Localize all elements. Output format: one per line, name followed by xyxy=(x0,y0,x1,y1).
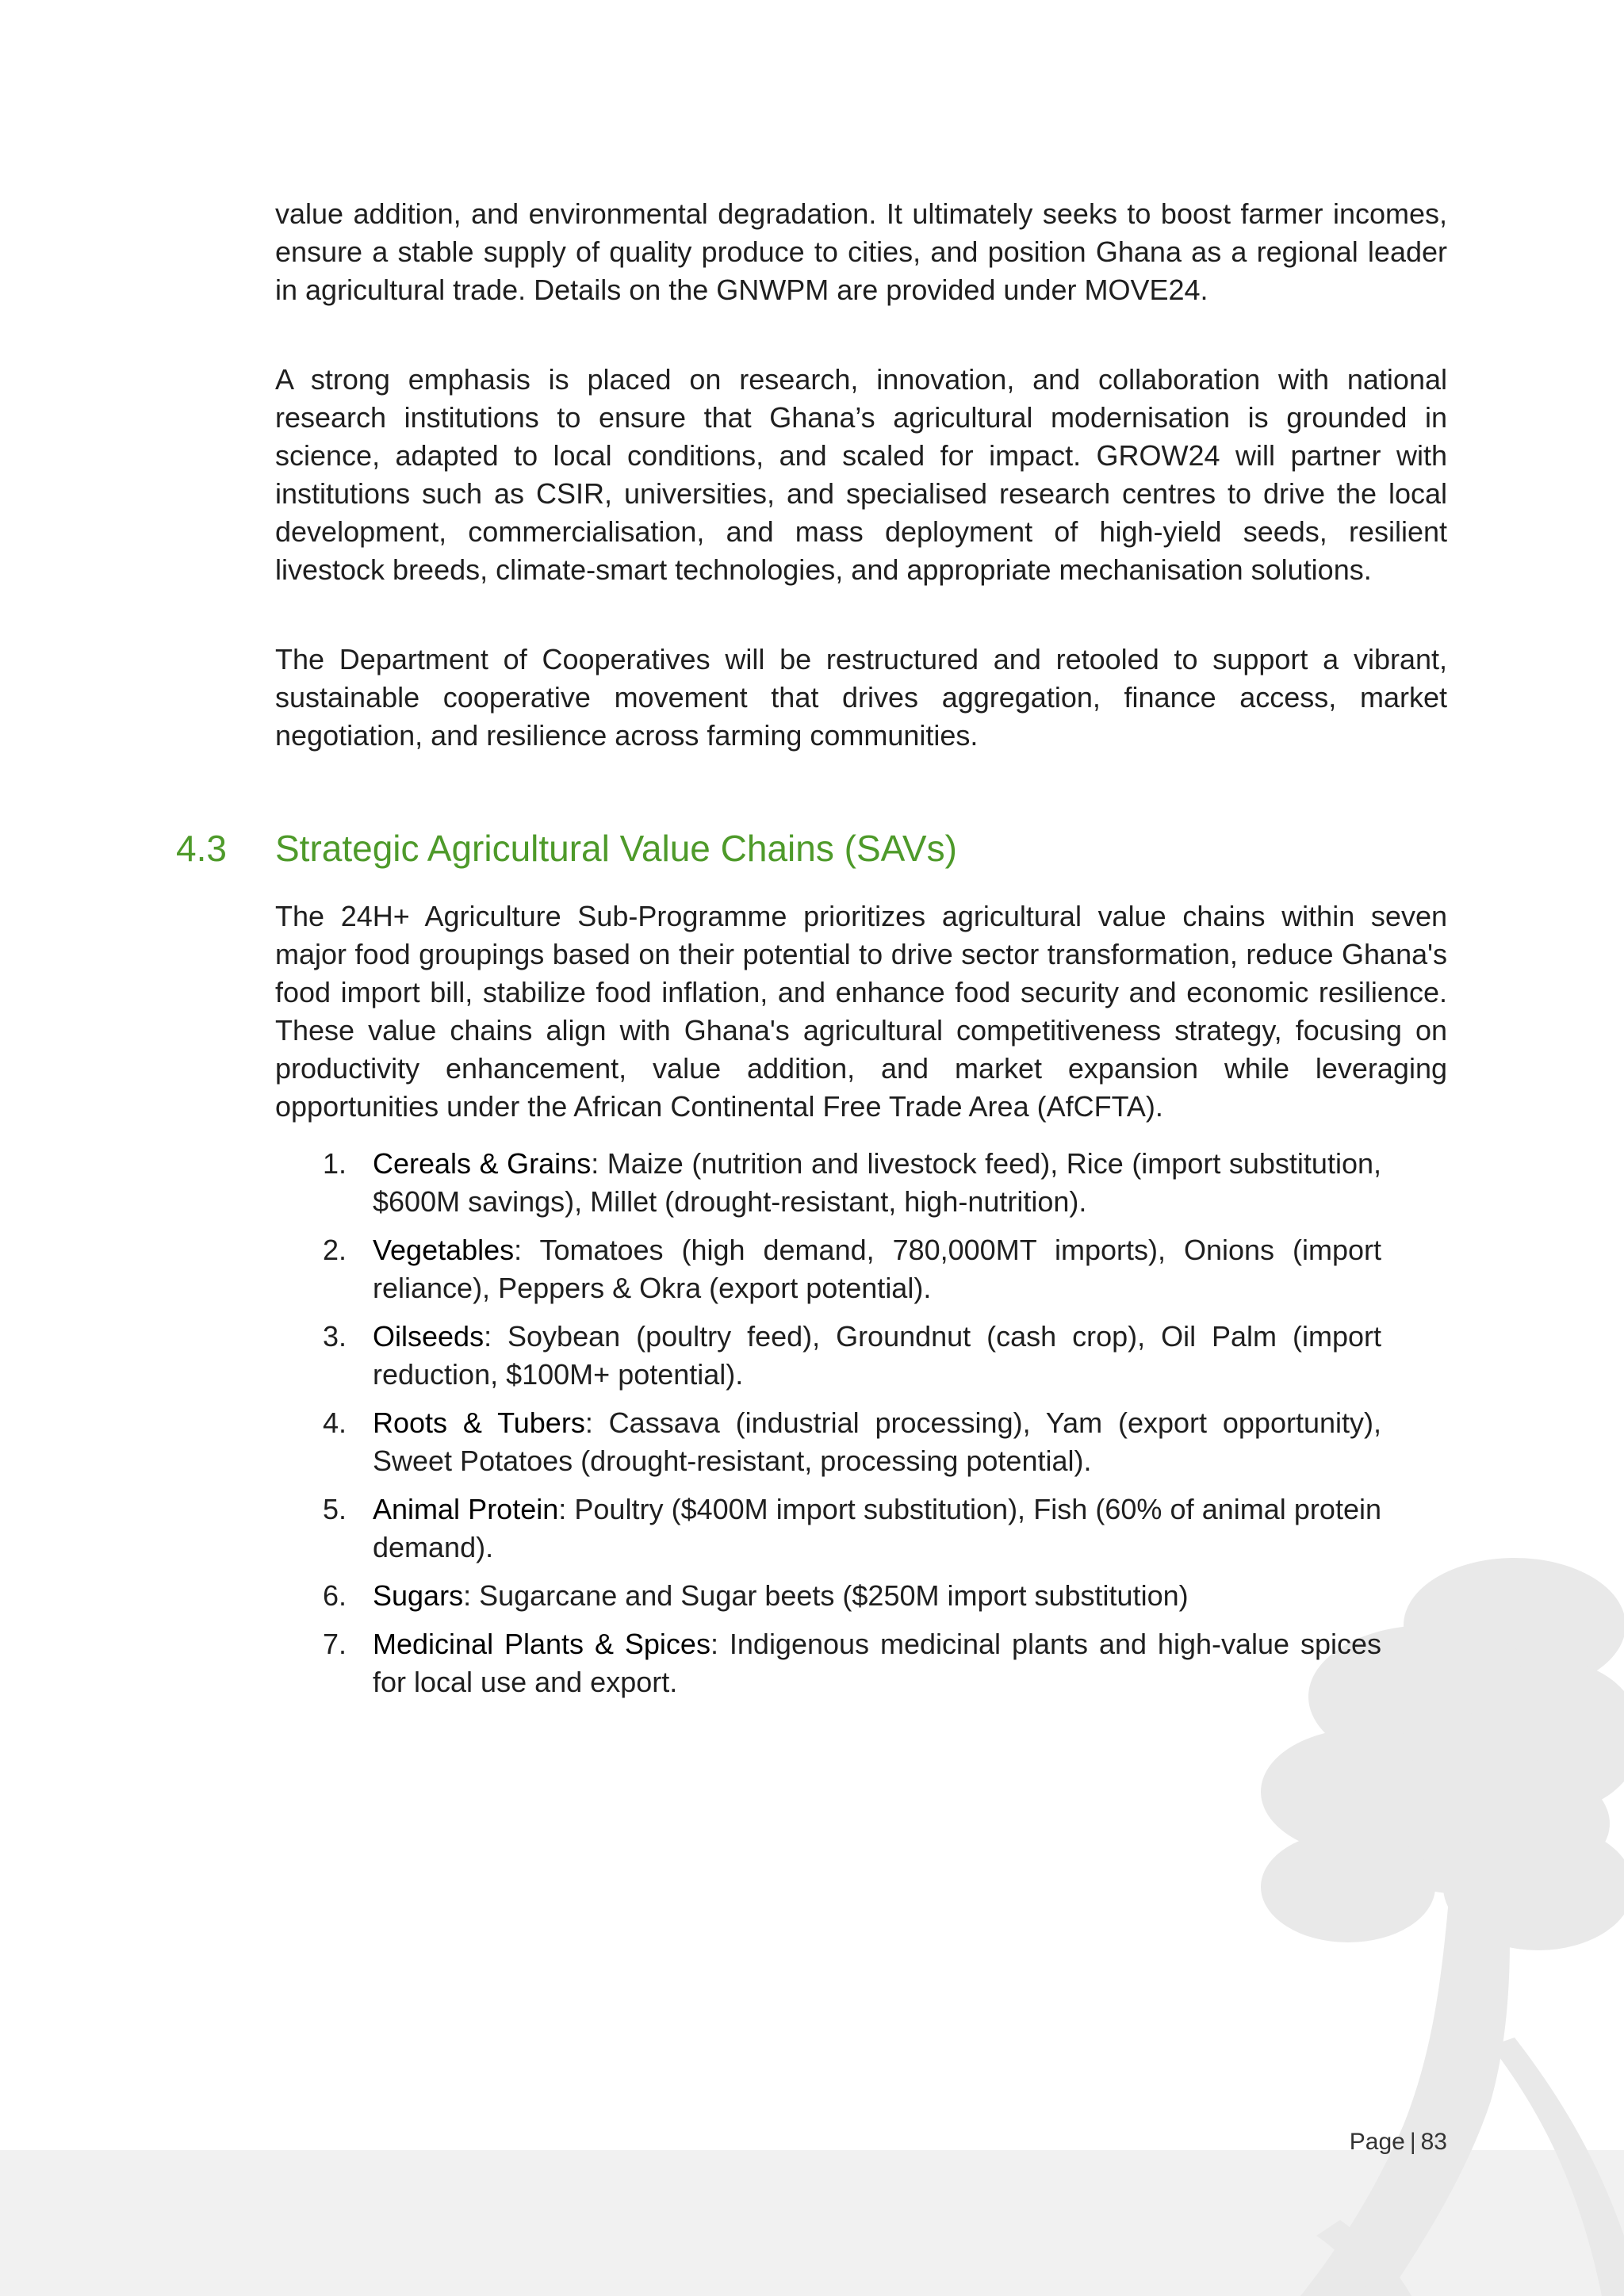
list-term: Animal Protein xyxy=(373,1493,559,1525)
list-item xyxy=(275,1404,1381,1480)
list-item xyxy=(275,1318,1381,1394)
list-text: : Indigenous medicinal plants and high-value spices for local use and export. xyxy=(373,1628,1382,1698)
paragraph: value addition, and environmental degradation. It ultimately seeks to boost farmer incomes, ensure a stable supply of quality produce to cities, and position Ghana as a regional leader in agricultural trade. Details on the GNWPM are provided under MOVE24. xyxy=(275,197,1447,306)
section-title: Strategic Agricultural Value Chains (SAVs) xyxy=(275,828,957,869)
list-item xyxy=(275,1231,1381,1307)
section-heading xyxy=(176,825,957,872)
list-number: 1. xyxy=(323,1147,347,1180)
list-number: 3. xyxy=(323,1320,347,1353)
list-term: Vegetables xyxy=(373,1234,515,1266)
section-intro: The 24H+ Agriculture Sub-Programme prioritizes agricultural value chains within seven major food groupings based on their potential to drive sector transformation, reduce Ghana's food import bill, stabilize food inflation, and enhance food security and economic resilience. These value chains align with Ghana's agricultural competitiveness strategy, focusing on productivity enhancement, value addition, and market expansion while leveraging opportunities under the African Continental Free Trade Area (AfCFTA). xyxy=(275,900,1447,1123)
value-chain-list xyxy=(275,1145,1381,1701)
list-term: Roots & Tubers xyxy=(373,1406,585,1439)
list-text: : Poultry ($400M import substitution), Fish (60% of animal protein demand). xyxy=(373,1493,1381,1563)
list-number: 6. xyxy=(323,1579,347,1612)
page-number-value: 83 xyxy=(1420,2129,1447,2155)
list-term: Cereals & Grains xyxy=(373,1147,592,1180)
body-text xyxy=(275,195,1447,806)
page-separator: | xyxy=(1409,2129,1416,2155)
page-label: Page xyxy=(1349,2129,1405,2155)
page-number xyxy=(1350,2126,1447,2158)
paragraph: A strong emphasis is placed on research, innovation, and collaboration with national research institutions to ensure that Ghana’s agricultural modernisation is grounded in science, adapted to local conditions, and scaled for impact. GROW24 will partner with institutions such as CSIR, universities, and specialised research centres to drive the local development, commercialisation, and mass deployment of high-yield seeds, resilient livestock breeds, climate-smart technologies, and appropriate mechanisation solutions. xyxy=(275,363,1447,586)
list-number: 5. xyxy=(323,1493,347,1525)
list-item xyxy=(275,1145,1381,1221)
list-text: : Sugarcane and Sugar beets ($250M import substitution) xyxy=(463,1579,1189,1612)
list-text: : Soybean (poultry feed), Groundnut (cash crop), Oil Palm (import reduction, $100M+ potential). xyxy=(373,1320,1381,1391)
list-item xyxy=(275,1625,1381,1701)
list-number: 7. xyxy=(323,1628,347,1660)
section-number: 4.3 xyxy=(176,828,227,869)
list-term: Sugars xyxy=(373,1579,464,1612)
list-text: : Tomatoes (high demand, 780,000MT imports), Onions (import reliance), Peppers & Okra (export potential). xyxy=(373,1234,1381,1304)
paragraph: The Department of Cooperatives will be restructured and retooled to support a vibrant, sustainable cooperative movement that drives aggregation, finance access, market negotiation, and resilience across farming communities. xyxy=(275,643,1447,752)
list-number: 4. xyxy=(323,1406,347,1439)
list-term: Medicinal Plants & Spices xyxy=(373,1628,710,1660)
list-text: : Cassava (industrial processing), Yam (export opportunity), Sweet Potatoes (drought-resistant, processing potential). xyxy=(373,1406,1381,1477)
list-item xyxy=(275,1490,1381,1567)
list-term: Oilseeds xyxy=(373,1320,485,1353)
list-item xyxy=(275,1577,1381,1615)
section-body xyxy=(275,897,1447,1712)
list-text: : Maize (nutrition and livestock feed), Rice (import substitution, $600M savings), Millet (drought-resistant, high-nutrition). xyxy=(373,1147,1381,1218)
list-number: 2. xyxy=(323,1234,347,1266)
